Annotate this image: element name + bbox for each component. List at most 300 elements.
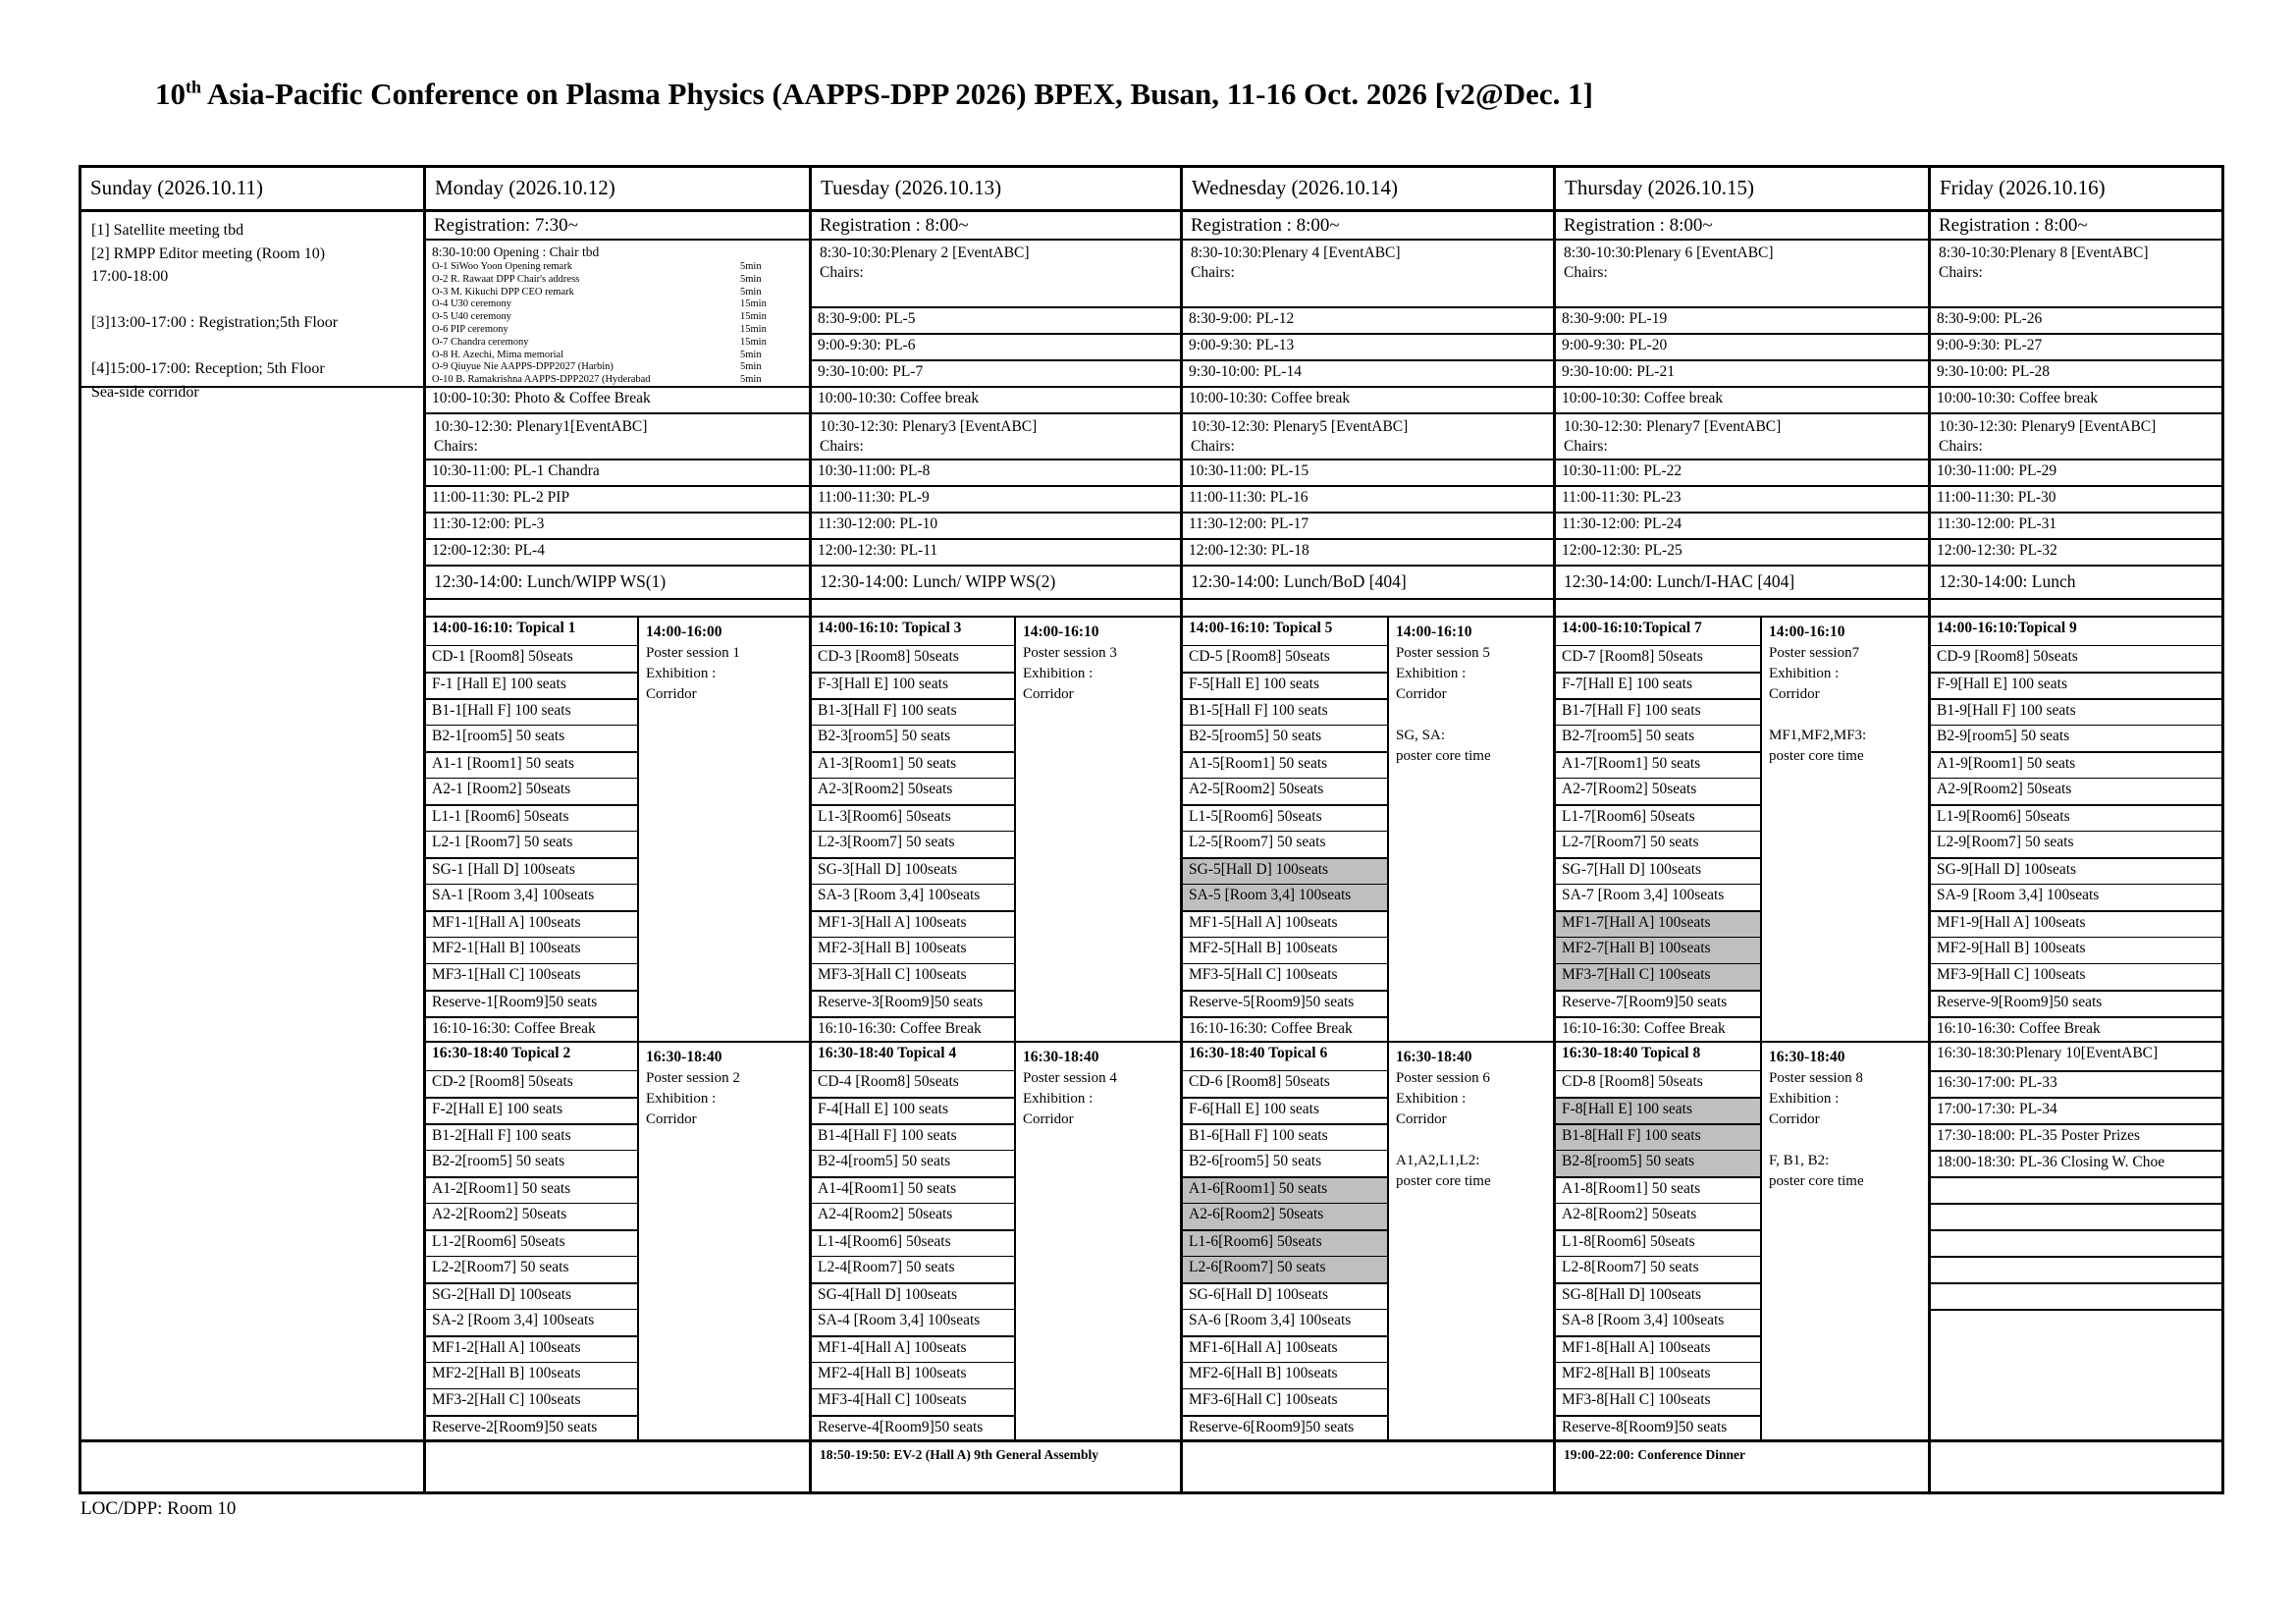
- session-row: Reserve-4[Room9]50 seats: [812, 1415, 1014, 1441]
- topical-header: 14:00-16:10: Topical 3: [818, 620, 962, 636]
- plenary-am-header: [1183, 239, 1553, 306]
- poster-line: A1,A2,L1,L2:: [1396, 1153, 1480, 1168]
- session-row: A2-1 [Room2] 50seats: [426, 778, 637, 804]
- poster-session-cell: [1014, 618, 1180, 1041]
- poster-time: 16:30-18:40: [1023, 1049, 1099, 1065]
- opening-item-name: O-6 PIP ceremony: [432, 323, 508, 335]
- session-row: SA-9 [Room 3,4] 100seats: [1931, 884, 2221, 910]
- plenary-late-header: [812, 412, 1180, 459]
- opening-item-duration: 5min: [740, 374, 762, 386]
- bottom-event-cell: [426, 1439, 809, 1491]
- poster-line: Poster session 6: [1396, 1070, 1490, 1086]
- closing-plenary-block: [1931, 1041, 2221, 1439]
- session-row: SA-2 [Room 3,4] 100seats: [426, 1309, 637, 1335]
- session-row: A1-8[Room1] 50 seats: [1556, 1176, 1760, 1203]
- session-row: Reserve-7[Room9]50 seats: [1556, 990, 1760, 1016]
- session-row: A1-1 [Room1] 50 seats: [426, 751, 637, 778]
- session-row: L1-4[Room6] 50seats: [812, 1229, 1014, 1256]
- plenary-talk-row: 11:00-11:30: PL-30: [1931, 485, 2221, 512]
- session-row: B1-8[Hall F] 100 seats: [1556, 1123, 1760, 1150]
- plenary-am-header: [1931, 239, 2221, 306]
- opening-item-name: O-5 U40 ceremony: [432, 311, 512, 323]
- opening-item: [432, 274, 803, 287]
- session-row: Reserve-2[Room9]50 seats: [426, 1415, 637, 1441]
- session-row: MF3-9[Hall C] 100seats: [1931, 963, 2221, 990]
- session-row: MF1-1[Hall A] 100seats: [426, 910, 637, 937]
- session-row: A1-9[Room1] 50 seats: [1931, 751, 2221, 778]
- poster-line: Exhibition :: [1396, 666, 1467, 681]
- topical-block-1: [812, 616, 1180, 1041]
- plenary-talk-row: 10:30-11:00: PL-1 Chandra: [426, 459, 809, 485]
- session-row: CD-7 [Room8] 50seats: [1556, 645, 1760, 672]
- topical-block-2: [1556, 1041, 1928, 1439]
- session-row: L2-9[Room7] 50 seats: [1931, 831, 2221, 857]
- day-column-monday: [423, 168, 809, 1491]
- registration-cell: Registration : 8:00~: [812, 209, 1180, 239]
- plenary-late-header: [1183, 412, 1553, 459]
- session-row: L1-9[Room6] 50seats: [1931, 804, 2221, 831]
- opening-item: [432, 311, 803, 324]
- coffee-break-cell: 16:10-16:30: Coffee Break: [1931, 1016, 2221, 1043]
- note-line: [91, 335, 413, 358]
- session-row: L2-2[Room7] 50 seats: [426, 1256, 637, 1282]
- session-row: B2-8[room5] 50 seats: [1556, 1150, 1760, 1176]
- plenary-title: 16:30-18:30:Plenary 10[EventABC]: [1937, 1045, 2159, 1061]
- note-line: [4]15:00-17:00: Reception; 5th Floor: [91, 360, 325, 377]
- session-row: B2-6[room5] 50 seats: [1183, 1150, 1387, 1176]
- bottom-event-cell: 19:00-22:00: Conference Dinner: [1556, 1439, 1928, 1491]
- session-row: L2-4[Room7] 50 seats: [812, 1256, 1014, 1282]
- session-row: B1-4[Hall F] 100 seats: [812, 1123, 1014, 1150]
- plenary-am-header: [1556, 239, 1928, 306]
- session-row: B1-1[Hall F] 100 seats: [426, 698, 637, 725]
- session-row: F-7[Hall E] 100 seats: [1556, 672, 1760, 698]
- day-column-sunday: [81, 168, 423, 1491]
- lunch-cell: 12:30-14:00: Lunch/WIPP WS(1): [426, 565, 809, 598]
- opening-title: 8:30-10:00 Opening : Chair tbd: [432, 244, 600, 259]
- poster-time: 14:00-16:10: [1769, 623, 1845, 640]
- session-row: B1-6[Hall F] 100 seats: [1183, 1123, 1387, 1150]
- poster-time: 14:00-16:10: [1023, 623, 1099, 640]
- topical-sessions: [812, 618, 1014, 1041]
- session-row: Reserve-1[Room9]50 seats: [426, 990, 637, 1016]
- poster-line: Corridor: [646, 1111, 697, 1127]
- session-row: MF1-4[Hall A] 100seats: [812, 1335, 1014, 1362]
- plenary-title: 8:30-10:30:Plenary 4 [EventABC]: [1191, 244, 1401, 261]
- plenary-talk-row: 10:30-11:00: PL-29: [1931, 459, 2221, 485]
- session-row: CD-6 [Room8] 50seats: [1183, 1070, 1387, 1097]
- poster-session-cell: [1760, 618, 1928, 1041]
- session-row: L2-8[Room7] 50 seats: [1556, 1256, 1760, 1282]
- topical-header: 16:30-18:40 Topical 4: [818, 1045, 957, 1061]
- topical-header: 14:00-16:10:Topical 9: [1937, 620, 2077, 636]
- plenary-talk-row: 17:30-18:00: PL-35 Poster Prizes: [1931, 1123, 2221, 1150]
- session-row: MF1-6[Hall A] 100seats: [1183, 1335, 1387, 1362]
- session-row: A2-3[Room2] 50seats: [812, 778, 1014, 804]
- opening-item-name: O-3 M. Kikuchi DPP CEO remark: [432, 286, 574, 298]
- topical-block-2: [812, 1041, 1180, 1439]
- session-row: L1-1 [Room6] 50seats: [426, 804, 637, 831]
- poster-time: 14:00-16:10: [1396, 623, 1472, 640]
- plenary-talk-row: 8:30-9:00: PL-5: [812, 306, 1180, 333]
- session-row: A2-2[Room2] 50seats: [426, 1203, 637, 1229]
- bottom-event-cell: 18:50-19:50: EV-2 (Hall A) 9th General Assembly: [812, 1439, 1180, 1491]
- coffee-break-cell: 10:00-10:30: Photo & Coffee Break: [426, 386, 809, 412]
- session-row: MF3-5[Hall C] 100seats: [1183, 963, 1387, 990]
- session-row: CD-1 [Room8] 50seats: [426, 645, 637, 672]
- session-row: A1-5[Room1] 50 seats: [1183, 751, 1387, 778]
- plenary-talk-row: 9:30-10:00: PL-14: [1183, 359, 1553, 386]
- plenary-talk-row: 11:30-12:00: PL-17: [1183, 512, 1553, 538]
- plenary-talk-row: 18:00-18:30: PL-36 Closing W. Choe: [1931, 1150, 2221, 1176]
- poster-line: Corridor: [1396, 1111, 1447, 1127]
- plenary-talk-row: 10:30-11:00: PL-8: [812, 459, 1180, 485]
- plenary-title: 8:30-10:30:Plenary 8 [EventABC]: [1939, 244, 2149, 261]
- poster-line: Exhibition :: [646, 666, 717, 681]
- opening-item-name: O-9 Qiuyue Nie AAPPS-DPP2027 (Harbin): [432, 361, 614, 373]
- session-row: SA-5 [Room 3,4] 100seats: [1183, 884, 1387, 910]
- opening-item-duration: 5min: [740, 361, 762, 373]
- poster-session-cell: [1014, 1043, 1180, 1439]
- session-row: Reserve-3[Room9]50 seats: [812, 990, 1014, 1016]
- plenary-talk-row: 11:30-12:00: PL-31: [1931, 512, 2221, 538]
- poster-session-cell: [1760, 1043, 1928, 1439]
- plenary-talk-row: 11:30-12:00: PL-24: [1556, 512, 1928, 538]
- sunday-notes-cell: [81, 209, 423, 401]
- plenary-late-header: [1556, 412, 1928, 459]
- session-row: SA-7 [Room 3,4] 100seats: [1556, 884, 1760, 910]
- title-superscript: th: [186, 77, 202, 97]
- session-row: B1-7[Hall F] 100 seats: [1556, 698, 1760, 725]
- plenary-chairs: Chairs:: [1564, 438, 1608, 455]
- plenary-talk-row: 11:00-11:30: PL-23: [1556, 485, 1928, 512]
- topical-block-1: [1556, 616, 1928, 1041]
- opening-item-duration: 15min: [740, 336, 767, 348]
- plenary-talk-row: 16:30-17:00: PL-33: [1931, 1070, 2221, 1097]
- note-line: Sea-side corridor: [91, 383, 199, 401]
- opening-item-name: O-2 R. Rawaat DPP Chair's address: [432, 273, 580, 285]
- empty-row: [1931, 1203, 2221, 1229]
- topical-header: 16:30-18:40 Topical 2: [432, 1045, 571, 1061]
- session-row: MF3-3[Hall C] 100seats: [812, 963, 1014, 990]
- topical-header: 14:00-16:10: Topical 5: [1189, 620, 1333, 636]
- opening-ceremony-cell: [426, 239, 809, 386]
- plenary-late-header: [1931, 412, 2221, 459]
- sunday-empty-cell: [81, 386, 423, 1439]
- plenary-chairs: Chairs:: [1939, 438, 1983, 455]
- poster-session-cell: [637, 1043, 809, 1439]
- session-row: B2-1[room5] 50 seats: [426, 725, 637, 751]
- topical-block-1: [1183, 616, 1553, 1041]
- lunch-cell: 12:30-14:00: Lunch: [1931, 565, 2221, 598]
- poster-line: Poster session 3: [1023, 645, 1117, 661]
- day-header-wednesday: Wednesday (2026.10.14): [1192, 176, 1399, 199]
- plenary-talk-row: 11:00-11:30: PL-16: [1183, 485, 1553, 512]
- plenary-chairs: Chairs:: [434, 438, 478, 455]
- session-row: F-2[Hall E] 100 seats: [426, 1097, 637, 1123]
- poster-line: Exhibition :: [1769, 666, 1840, 681]
- poster-session-cell: [637, 618, 809, 1041]
- lunch-cell: 12:30-14:00: Lunch/ WIPP WS(2): [812, 565, 1180, 598]
- session-row: MF2-4[Hall B] 100seats: [812, 1362, 1014, 1388]
- session-row: L2-6[Room7] 50 seats: [1183, 1256, 1387, 1282]
- session-row: MF1-8[Hall A] 100seats: [1556, 1335, 1760, 1362]
- session-row: MF1-5[Hall A] 100seats: [1183, 910, 1387, 937]
- session-row: B2-4[room5] 50 seats: [812, 1150, 1014, 1176]
- session-row: L2-5[Room7] 50 seats: [1183, 831, 1387, 857]
- topical-block-2: [426, 1041, 809, 1439]
- empty-row: [1931, 1256, 2221, 1282]
- coffee-break-cell: 10:00-10:30: Coffee break: [1931, 386, 2221, 412]
- plenary-talk-row: 9:30-10:00: PL-28: [1931, 359, 2221, 386]
- registration-cell: Registration : 8:00~: [1556, 209, 1928, 239]
- session-row: F-3[Hall E] 100 seats: [812, 672, 1014, 698]
- session-row: SA-6 [Room 3,4] 100seats: [1183, 1309, 1387, 1335]
- topical-sessions: [426, 1043, 637, 1439]
- poster-line: Poster session 1: [646, 645, 740, 661]
- session-row: L2-3[Room7] 50 seats: [812, 831, 1014, 857]
- session-row: MF3-1[Hall C] 100seats: [426, 963, 637, 990]
- session-row: MF2-6[Hall B] 100seats: [1183, 1362, 1387, 1388]
- session-row: B1-9[Hall F] 100 seats: [1931, 698, 2221, 725]
- opening-item: [432, 298, 803, 311]
- session-row: F-4[Hall E] 100 seats: [812, 1097, 1014, 1123]
- opening-item-duration: 5min: [740, 273, 762, 285]
- plenary-title: 10:30-12:30: Plenary7 [EventABC]: [1564, 418, 1782, 435]
- poster-line: poster core time: [1396, 748, 1491, 764]
- plenary-talk-row: 12:00-12:30: PL-4: [426, 538, 809, 565]
- plenary-title: 10:30-12:30: Plenary1[EventABC]: [434, 418, 648, 435]
- plenary-talk-row: 9:00-9:30: PL-6: [812, 333, 1180, 359]
- session-row: MF2-1[Hall B] 100seats: [426, 937, 637, 963]
- session-row: A1-2[Room1] 50 seats: [426, 1176, 637, 1203]
- spacer-row: [812, 598, 1180, 616]
- topical-sessions: [426, 618, 637, 1041]
- poster-line: Poster session 5: [1396, 645, 1490, 661]
- topical-header: 14:00-16:10:Topical 7: [1562, 620, 1702, 636]
- opening-item: [432, 361, 803, 374]
- coffee-break-cell: 16:10-16:30: Coffee Break: [1556, 1016, 1760, 1043]
- session-row: CD-3 [Room8] 50seats: [812, 645, 1014, 672]
- plenary-chairs: Chairs:: [820, 438, 864, 455]
- day-column-thursday: [1553, 168, 1928, 1491]
- spacer-row: [1556, 598, 1928, 616]
- opening-item-duration: 15min: [740, 311, 767, 323]
- session-row: MF3-2[Hall C] 100seats: [426, 1388, 637, 1415]
- opening-item-name: O-4 U30 ceremony: [432, 298, 512, 310]
- topical-sessions: [1183, 1043, 1387, 1439]
- opening-item-duration: 15min: [740, 323, 767, 335]
- session-row: SA-4 [Room 3,4] 100seats: [812, 1309, 1014, 1335]
- plenary-talk-row: 10:30-11:00: PL-22: [1556, 459, 1928, 485]
- spacer-row: [1183, 598, 1553, 616]
- plenary-talk-row: 11:30-12:00: PL-10: [812, 512, 1180, 538]
- topical-block-2: [1183, 1041, 1553, 1439]
- session-row: MF1-3[Hall A] 100seats: [812, 910, 1014, 937]
- opening-item: [432, 261, 803, 274]
- session-row: A2-6[Room2] 50seats: [1183, 1203, 1387, 1229]
- session-row: SG-2[Hall D] 100seats: [426, 1282, 637, 1309]
- plenary-late-header: [426, 412, 809, 459]
- poster-line: [1769, 1130, 1921, 1151]
- opening-item-duration: 5min: [740, 349, 762, 360]
- session-row: SA-1 [Room 3,4] 100seats: [426, 884, 637, 910]
- plenary-talk-row: 10:30-11:00: PL-15: [1183, 459, 1553, 485]
- plenary-am-header: [812, 239, 1180, 306]
- plenary-talk-row: 8:30-9:00: PL-19: [1556, 306, 1928, 333]
- poster-line: SG, SA:: [1396, 728, 1446, 743]
- day-header-sunday: Sunday (2026.10.11): [90, 176, 263, 199]
- plenary-talk-row: 11:30-12:00: PL-3: [426, 512, 809, 538]
- plenary-talk-row: 9:00-9:30: PL-20: [1556, 333, 1928, 359]
- session-row: B1-3[Hall F] 100 seats: [812, 698, 1014, 725]
- opening-item: [432, 374, 803, 386]
- session-row: F-1 [Hall E] 100 seats: [426, 672, 637, 698]
- session-row: CD-9 [Room8] 50seats: [1931, 645, 2221, 672]
- topical-header: 16:30-18:40 Topical 8: [1562, 1045, 1701, 1061]
- poster-session-cell: [1387, 618, 1553, 1041]
- session-row: F-6[Hall E] 100 seats: [1183, 1097, 1387, 1123]
- session-row: A1-3[Room1] 50 seats: [812, 751, 1014, 778]
- session-row: L1-6[Room6] 50seats: [1183, 1229, 1387, 1256]
- poster-time: 16:30-18:40: [1396, 1049, 1472, 1065]
- spacer-row: [1931, 598, 2221, 616]
- poster-line: poster core time: [1769, 1173, 1864, 1189]
- session-row: F-9[Hall E] 100 seats: [1931, 672, 2221, 698]
- topical-block-1: [1931, 616, 2221, 1041]
- session-row: L2-1 [Room7] 50 seats: [426, 831, 637, 857]
- poster-line: [1769, 705, 1921, 726]
- opening-item-duration: 5min: [740, 261, 762, 272]
- session-row: MF3-4[Hall C] 100seats: [812, 1388, 1014, 1415]
- note-line: [3]13:00-17:00 : Registration;5th Floor: [91, 314, 339, 331]
- plenary-talk-row: 12:00-12:30: PL-32: [1931, 538, 2221, 565]
- bottom-event-cell: [81, 1439, 423, 1491]
- session-row: A2-7[Room2] 50seats: [1556, 778, 1760, 804]
- session-row: L1-7[Room6] 50seats: [1556, 804, 1760, 831]
- footer-note: LOC/DPP: Room 10: [80, 1498, 237, 1519]
- poster-session-cell: [1387, 1043, 1553, 1439]
- poster-line: Poster session 8: [1769, 1070, 1863, 1086]
- session-row: B1-2[Hall F] 100 seats: [426, 1123, 637, 1150]
- note-line: [91, 289, 413, 312]
- session-row: F-5[Hall E] 100 seats: [1183, 672, 1387, 698]
- session-row: SG-8[Hall D] 100seats: [1556, 1282, 1760, 1309]
- topical-sessions: [1556, 618, 1760, 1041]
- opening-item: [432, 287, 803, 299]
- session-row: Reserve-6[Room9]50 seats: [1183, 1415, 1387, 1441]
- session-row: CD-4 [Room8] 50seats: [812, 1070, 1014, 1097]
- session-row: SA-3 [Room 3,4] 100seats: [812, 884, 1014, 910]
- note-line: [2] RMPP Editor meeting (Room 10): [91, 244, 326, 262]
- session-row: L1-2[Room6] 50seats: [426, 1229, 637, 1256]
- plenary-talk-row: 9:00-9:30: PL-13: [1183, 333, 1553, 359]
- plenary-title: 10:30-12:30: Plenary3 [EventABC]: [820, 418, 1038, 435]
- coffee-break-cell: 10:00-10:30: Coffee break: [812, 386, 1180, 412]
- plenary-talk-row: 17:00-17:30: PL-34: [1931, 1097, 2221, 1123]
- opening-item-name: O-10 B. Ramakrishna AAPPS-DPP2027 (Hyderabad: [432, 374, 651, 386]
- session-row: MF2-9[Hall B] 100seats: [1931, 937, 2221, 963]
- empty-row: [1931, 1282, 2221, 1309]
- empty-row: [1931, 1176, 2221, 1203]
- session-row: A1-7[Room1] 50 seats: [1556, 751, 1760, 778]
- session-row: MF2-5[Hall B] 100seats: [1183, 937, 1387, 963]
- coffee-break-cell: 16:10-16:30: Coffee Break: [1183, 1016, 1387, 1043]
- lunch-cell: 12:30-14:00: Lunch/I-HAC [404]: [1556, 565, 1928, 598]
- session-row: SG-9[Hall D] 100seats: [1931, 857, 2221, 884]
- day-header-friday: Friday (2026.10.16): [1940, 176, 2106, 199]
- poster-line: Poster session 4: [1023, 1070, 1117, 1086]
- plenary-talk-row: 9:30-10:00: PL-7: [812, 359, 1180, 386]
- session-row: B2-9[room5] 50 seats: [1931, 725, 2221, 751]
- topical-sessions: [1556, 1043, 1760, 1439]
- poster-line: Corridor: [1023, 1111, 1074, 1127]
- session-row: MF2-7[Hall B] 100seats: [1556, 937, 1760, 963]
- registration-cell: Registration: 7:30~: [426, 209, 809, 239]
- day-header-tuesday: Tuesday (2026.10.13): [821, 176, 1002, 199]
- plenary-talk-row: 12:00-12:30: PL-18: [1183, 538, 1553, 565]
- day-header-thursday: Thursday (2026.10.15): [1565, 176, 1755, 199]
- plenary-chairs: Chairs:: [1191, 438, 1235, 455]
- day-column-tuesday: [809, 168, 1180, 1491]
- note-line: 17:00-18:00: [91, 268, 169, 285]
- plenary-chairs: Chairs:: [1191, 264, 1235, 281]
- plenary-talk-row: 8:30-9:00: PL-12: [1183, 306, 1553, 333]
- session-row: SG-4[Hall D] 100seats: [812, 1282, 1014, 1309]
- coffee-break-cell: 10:00-10:30: Coffee break: [1556, 386, 1928, 412]
- session-row: CD-2 [Room8] 50seats: [426, 1070, 637, 1097]
- plenary-chairs: Chairs:: [820, 264, 864, 281]
- day-column-friday: [1928, 168, 2221, 1491]
- poster-line: Corridor: [1023, 686, 1074, 702]
- plenary-talk-row: 8:30-9:00: PL-26: [1931, 306, 2221, 333]
- bottom-event-cell: [1931, 1439, 2221, 1491]
- bottom-event-cell: [1183, 1439, 1553, 1491]
- poster-line: Corridor: [1769, 1111, 1820, 1127]
- session-row: L1-8[Room6] 50seats: [1556, 1229, 1760, 1256]
- session-row: B1-5[Hall F] 100 seats: [1183, 698, 1387, 725]
- session-row: SA-8 [Room 3,4] 100seats: [1556, 1309, 1760, 1335]
- registration-cell: Registration : 8:00~: [1183, 209, 1553, 239]
- poster-line: Corridor: [646, 686, 697, 702]
- session-row: A2-4[Room2] 50seats: [812, 1203, 1014, 1229]
- session-row: SG-1 [Hall D] 100seats: [426, 857, 637, 884]
- opening-item-name: O-1 SiWoo Yoon Opening remark: [432, 261, 572, 272]
- poster-line: poster core time: [1396, 1173, 1491, 1189]
- session-row: SG-6[Hall D] 100seats: [1183, 1282, 1387, 1309]
- poster-line: [1396, 1130, 1546, 1151]
- spacer-row: [426, 598, 809, 616]
- poster-line: Poster session7: [1769, 645, 1860, 661]
- session-row: MF3-7[Hall C] 100seats: [1556, 963, 1760, 990]
- session-row: B2-5[room5] 50 seats: [1183, 725, 1387, 751]
- plenary-title: 8:30-10:30:Plenary 2 [EventABC]: [820, 244, 1030, 261]
- plenary-talk-row: 9:30-10:00: PL-21: [1556, 359, 1928, 386]
- poster-line: MF1,MF2,MF3:: [1769, 728, 1867, 743]
- session-row: B2-2[room5] 50 seats: [426, 1150, 637, 1176]
- poster-line: Exhibition :: [1023, 1091, 1094, 1107]
- plenary-title: 10:30-12:30: Plenary5 [EventABC]: [1191, 418, 1409, 435]
- note-line: [1] Satellite meeting tbd: [91, 222, 244, 239]
- session-row: Reserve-8[Room9]50 seats: [1556, 1415, 1760, 1441]
- opening-item: [432, 337, 803, 350]
- topical-header: 16:30-18:40 Topical 6: [1189, 1045, 1328, 1061]
- opening-item-name: O-7 Chandra ceremony: [432, 336, 529, 348]
- registration-cell: Registration : 8:00~: [1931, 209, 2221, 239]
- session-row: CD-5 [Room8] 50seats: [1183, 645, 1387, 672]
- poster-line: Exhibition :: [1769, 1091, 1840, 1107]
- opening-item-duration: 15min: [740, 298, 767, 310]
